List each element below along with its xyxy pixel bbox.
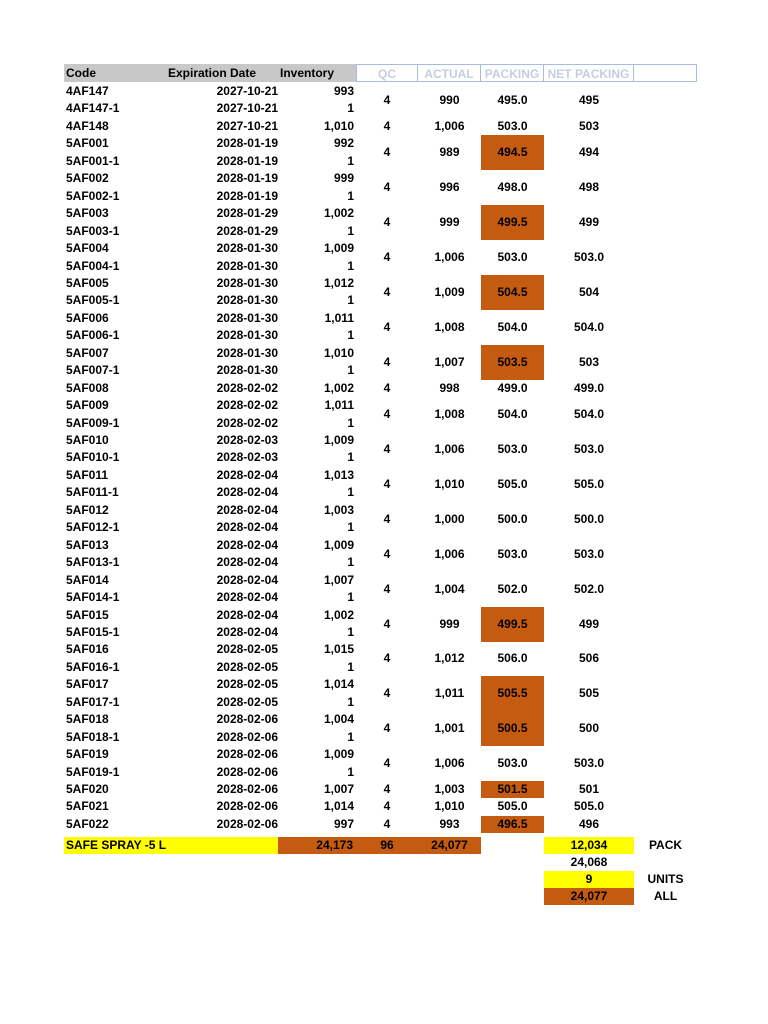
row-inventory: 1,012	[323, 275, 354, 290]
group-packing: 499.5	[481, 205, 544, 240]
row-inventory: 1	[347, 485, 354, 500]
group-actual: 1,006	[434, 442, 465, 456]
group-qc: 4	[383, 145, 391, 160]
group-packing: 499.0	[497, 380, 528, 395]
row-inventory: 1	[347, 258, 354, 273]
row-code: 5AF018-1	[66, 729, 120, 744]
row-code: 5AF012	[66, 502, 109, 517]
group-net-packing: 504.0	[573, 319, 605, 334]
row-inventory: 1	[347, 363, 354, 378]
row-inventory: 1	[347, 415, 354, 430]
row-inventory: 1,007	[323, 782, 354, 796]
row-expiration-date: 2028-02-06	[216, 747, 278, 762]
group-net-packing: 499	[578, 616, 600, 631]
row-code: 5AF017	[66, 677, 109, 692]
row-inventory: 1,011	[324, 398, 354, 413]
row-expiration-date: 2028-01-30	[216, 293, 278, 308]
row-inventory: 1,010	[323, 118, 354, 133]
group-packing: 506.0	[497, 651, 528, 666]
group-actual: 1,003	[434, 782, 465, 796]
group-qc: 4	[383, 93, 391, 107]
group-net-packing: 503	[578, 118, 600, 133]
row-inventory: 1	[347, 659, 354, 674]
row-inventory: 1	[347, 450, 354, 465]
group-packing: 504.0	[497, 319, 528, 334]
header-actual: ACTUAL	[418, 64, 481, 82]
group-qc: 4	[383, 546, 391, 561]
group-qc: 4	[383, 215, 391, 230]
row-inventory: 1	[347, 624, 354, 639]
row-expiration-date: 2028-02-04	[216, 607, 278, 622]
row-code: 5AF013	[66, 537, 109, 552]
row-expiration-date: 2028-02-02	[216, 380, 278, 395]
row-inventory: 1,010	[323, 345, 354, 360]
row-inventory: 1,014	[323, 799, 354, 814]
row-code: 5AF016-1	[66, 659, 120, 674]
row-code: 5AF003-1	[66, 223, 120, 238]
group-qc: 4	[383, 354, 391, 369]
header-inventory: Inventory	[280, 66, 335, 80]
row-expiration-date: 2027-10-21	[216, 84, 278, 98]
row-expiration-date: 2028-02-04	[216, 485, 278, 500]
group-packing: 503.0	[497, 118, 528, 133]
row-expiration-date: 2028-02-06	[216, 764, 278, 779]
group-actual: 989	[439, 145, 460, 160]
group-packing: 504.5	[481, 275, 544, 310]
row-inventory: 1,003	[323, 502, 354, 517]
row-inventory: 1,011	[324, 310, 354, 325]
group-actual: 1,006	[434, 546, 465, 561]
row-expiration-date: 2028-01-30	[216, 345, 278, 360]
group-qc: 4	[383, 180, 391, 195]
group-net-packing: 495	[578, 93, 600, 107]
group-net-packing: 501	[578, 782, 600, 796]
row-code: 5AF013-1	[66, 555, 120, 570]
row-expiration-date: 2028-01-30	[216, 275, 278, 290]
group-net-packing: 499.0	[573, 380, 605, 395]
group-net-packing: 505.0	[573, 476, 605, 491]
group-actual: 1,006	[434, 118, 465, 133]
row-expiration-date: 2028-02-04	[216, 520, 278, 535]
group-qc: 4	[383, 511, 391, 526]
row-expiration-date: 2028-01-30	[216, 328, 278, 343]
row-code: 5AF004-1	[66, 258, 120, 273]
group-actual: 999	[439, 215, 460, 230]
group-net-packing: 505.0	[573, 799, 605, 814]
row-code: 5AF021	[66, 799, 109, 814]
group-net-packing: 500	[578, 721, 600, 736]
row-expiration-date: 2028-02-04	[216, 555, 278, 570]
group-packing: 494.5	[481, 135, 544, 170]
group-actual: 996	[439, 180, 460, 195]
total-net-pack-cell: 12,034	[544, 837, 634, 854]
group-packing: 505.0	[497, 799, 528, 814]
group-qc: 4	[383, 756, 391, 771]
row-code: 5AF019	[66, 747, 109, 762]
row-code: 5AF005-1	[66, 293, 120, 308]
group-qc: 4	[383, 651, 391, 666]
group-net-packing: 504.0	[573, 407, 605, 422]
group-packing: 503.0	[497, 442, 528, 456]
header-net-packing: NET PACKING	[544, 64, 634, 82]
row-code: 5AF022	[66, 816, 109, 831]
group-qc: 4	[383, 782, 391, 796]
row-inventory: 992	[333, 136, 354, 151]
group-actual: 999	[439, 616, 460, 631]
header-packing: PACKING	[481, 64, 544, 82]
group-net-packing: 494	[578, 145, 600, 160]
row-code: 5AF006-1	[66, 328, 120, 343]
row-code: 4AF148	[66, 118, 109, 133]
row-expiration-date: 2028-01-19	[216, 188, 278, 203]
row-inventory: 993	[333, 84, 354, 98]
row-code: 5AF018	[66, 712, 109, 727]
header-qc: QC	[356, 64, 418, 82]
group-packing: 502.0	[497, 581, 528, 596]
group-packing: 503.5	[481, 345, 544, 380]
group-actual: 1,010	[434, 799, 465, 814]
group-packing: 501.5	[481, 781, 544, 798]
row-expiration-date: 2028-02-03	[216, 433, 278, 447]
group-net-packing: 503.0	[573, 756, 605, 771]
group-qc: 4	[383, 476, 391, 491]
row-expiration-date: 2028-02-06	[216, 712, 278, 727]
row-expiration-date: 2028-02-06	[216, 729, 278, 744]
row-code: 5AF001-1	[66, 153, 120, 168]
group-actual: 990	[439, 93, 460, 107]
row-expiration-date: 2028-02-05	[216, 694, 278, 709]
group-actual: 1,008	[434, 407, 465, 422]
header-code: Code	[66, 66, 96, 80]
row-inventory: 1,004	[323, 712, 354, 727]
row-inventory: 1,009	[323, 241, 354, 256]
group-actual: 1,000	[434, 511, 465, 526]
row-code: 5AF014	[66, 572, 109, 587]
group-actual: 1,007	[434, 354, 465, 369]
group-packing: 496.5	[481, 816, 544, 833]
group-net-packing: 503.0	[573, 442, 605, 456]
group-qc: 4	[383, 686, 391, 701]
row-code: 5AF007	[66, 345, 109, 360]
total-inventory-cell: 24,173	[278, 837, 356, 854]
group-packing: 500.5	[481, 711, 544, 746]
row-expiration-date: 2028-02-04	[216, 467, 278, 482]
group-qc: 4	[383, 250, 391, 265]
row-expiration-date: 2028-02-02	[216, 398, 278, 413]
row-expiration-date: 2028-01-29	[216, 206, 278, 221]
row-expiration-date: 2028-02-06	[216, 782, 278, 796]
group-qc: 4	[383, 799, 391, 814]
all-label: ALL	[653, 889, 678, 903]
row-code: 5AF016	[66, 642, 109, 657]
group-qc: 4	[383, 616, 391, 631]
row-inventory: 1	[347, 153, 354, 168]
group-packing: 500.0	[497, 511, 528, 526]
row-code: 5AF019-1	[66, 764, 120, 779]
row-expiration-date: 2028-02-03	[216, 450, 278, 465]
row-code: 5AF014-1	[66, 590, 120, 605]
row-expiration-date: 2028-02-06	[216, 799, 278, 814]
row-inventory: 1	[347, 293, 354, 308]
group-packing: 503.0	[497, 546, 528, 561]
row-inventory: 1	[347, 520, 354, 535]
row-expiration-date: 2028-02-02	[216, 415, 278, 430]
group-packing: 498.0	[497, 180, 528, 195]
row-code: 5AF011-1	[66, 485, 119, 500]
group-actual: 1,009	[434, 284, 465, 299]
group-qc: 4	[383, 284, 391, 299]
group-qc: 4	[383, 816, 391, 831]
group-actual: 1,006	[434, 756, 465, 771]
group-actual: 1,010	[434, 476, 465, 491]
row-code: 5AF001	[66, 136, 109, 151]
row-expiration-date: 2028-01-30	[216, 310, 278, 325]
group-qc: 4	[383, 118, 391, 133]
group-qc: 4	[383, 581, 391, 596]
row-inventory: 1	[347, 101, 354, 116]
row-code: 5AF004	[66, 241, 109, 256]
header-expiration-date: Expiration Date	[168, 66, 257, 80]
net-units-cell: 24,068	[570, 855, 608, 869]
row-expiration-date: 2028-01-19	[216, 153, 278, 168]
group-actual: 1,008	[434, 319, 465, 334]
total-actual-cell: 24,077	[418, 837, 481, 854]
group-net-packing: 505	[578, 686, 600, 701]
group-qc: 4	[383, 407, 391, 422]
total-label-cell: SAFE SPRAY -5 L	[64, 837, 278, 854]
group-actual: 1,001	[434, 721, 465, 736]
row-inventory: 1,002	[323, 607, 354, 622]
row-code: 5AF008	[66, 380, 109, 395]
row-inventory: 1,014	[323, 677, 354, 692]
row-code: 5AF012-1	[66, 520, 120, 535]
group-net-packing: 500.0	[573, 511, 605, 526]
row-code: 5AF006	[66, 310, 109, 325]
row-code: 4AF147	[66, 84, 109, 98]
group-net-packing: 502.0	[573, 581, 605, 596]
row-expiration-date: 2028-01-19	[216, 136, 278, 151]
row-expiration-date: 2028-02-05	[216, 677, 278, 692]
group-qc: 4	[383, 319, 391, 334]
row-code: 5AF020	[66, 782, 109, 796]
group-actual: 1,011	[434, 686, 465, 701]
row-inventory: 1,009	[323, 433, 354, 447]
row-expiration-date: 2028-01-30	[216, 363, 278, 378]
group-net-packing: 496	[578, 816, 600, 831]
group-packing: 505.5	[481, 676, 544, 711]
row-expiration-date: 2028-01-29	[216, 223, 278, 238]
row-inventory: 1	[347, 555, 354, 570]
group-net-packing: 503.0	[573, 546, 605, 561]
row-expiration-date: 2028-01-30	[216, 258, 278, 273]
row-code: 5AF010	[66, 433, 109, 447]
group-actual: 1,012	[434, 651, 465, 666]
group-actual: 993	[439, 816, 460, 831]
row-inventory: 1	[347, 188, 354, 203]
row-code: 5AF017-1	[66, 694, 120, 709]
row-expiration-date: 2028-01-30	[216, 241, 278, 256]
row-expiration-date: 2028-02-04	[216, 590, 278, 605]
row-expiration-date: 2027-10-21	[216, 101, 278, 116]
row-inventory: 1,009	[323, 537, 354, 552]
row-code: 5AF005	[66, 275, 109, 290]
group-qc: 4	[383, 442, 391, 456]
group-net-packing: 499	[578, 215, 600, 230]
row-expiration-date: 2028-02-04	[216, 502, 278, 517]
row-inventory: 1,002	[323, 206, 354, 221]
row-code: 5AF007-1	[66, 363, 120, 378]
row-code: 5AF015-1	[66, 624, 120, 639]
group-qc: 4	[383, 721, 391, 736]
group-actual: 1,006	[434, 250, 465, 265]
row-code: 5AF009	[66, 398, 109, 413]
group-packing: 495.0	[497, 93, 528, 107]
row-code: 5AF002	[66, 171, 109, 186]
net-all-cell: 24,077	[544, 888, 634, 905]
units-label: UNITS	[647, 872, 684, 886]
group-actual: 998	[439, 380, 460, 395]
row-inventory: 1,009	[323, 747, 354, 762]
group-net-packing: 503.0	[573, 250, 605, 265]
group-packing: 505.0	[497, 476, 528, 491]
row-inventory: 1	[347, 729, 354, 744]
group-packing: 503.0	[497, 756, 528, 771]
group-packing: 504.0	[497, 407, 528, 422]
total-qc-cell: 96	[356, 837, 418, 854]
row-expiration-date: 2028-02-05	[216, 642, 278, 657]
row-code: 5AF015	[66, 607, 109, 622]
group-qc: 4	[383, 380, 391, 395]
row-inventory: 1	[347, 764, 354, 779]
row-code: 5AF003	[66, 206, 109, 221]
header-empty-cell	[634, 64, 697, 82]
row-expiration-date: 2028-02-04	[216, 624, 278, 639]
group-net-packing: 503	[578, 354, 600, 369]
row-code: 5AF009-1	[66, 415, 120, 430]
group-net-packing: 498	[578, 180, 600, 195]
row-inventory: 1	[347, 590, 354, 605]
row-inventory: 1	[347, 694, 354, 709]
row-inventory: 1,013	[323, 467, 354, 482]
row-inventory: 1	[347, 328, 354, 343]
row-expiration-date: 2028-02-06	[216, 816, 278, 831]
row-code: 5AF011	[66, 467, 109, 482]
row-inventory: 1,007	[323, 572, 354, 587]
group-net-packing: 506	[578, 651, 600, 666]
row-expiration-date: 2028-02-04	[216, 537, 278, 552]
row-inventory: 1,015	[323, 642, 354, 657]
pack-label: PACK	[648, 838, 683, 852]
row-inventory: 1	[347, 223, 354, 238]
row-expiration-date: 2028-02-04	[216, 572, 278, 587]
row-code: 5AF002-1	[66, 188, 120, 203]
group-net-packing: 504	[578, 284, 600, 299]
row-inventory: 1,002	[323, 380, 354, 395]
extra-units-cell: 9	[544, 871, 634, 888]
row-expiration-date: 2027-10-21	[216, 118, 278, 133]
row-expiration-date: 2028-01-19	[216, 171, 278, 186]
group-actual: 1,004	[434, 581, 465, 596]
row-code: 5AF010-1	[66, 450, 120, 465]
group-packing: 499.5	[481, 607, 544, 642]
row-code: 4AF147-1	[66, 101, 120, 116]
row-inventory: 997	[333, 816, 354, 831]
row-inventory: 999	[333, 171, 354, 186]
row-expiration-date: 2028-02-05	[216, 659, 278, 674]
group-packing: 503.0	[497, 250, 528, 265]
